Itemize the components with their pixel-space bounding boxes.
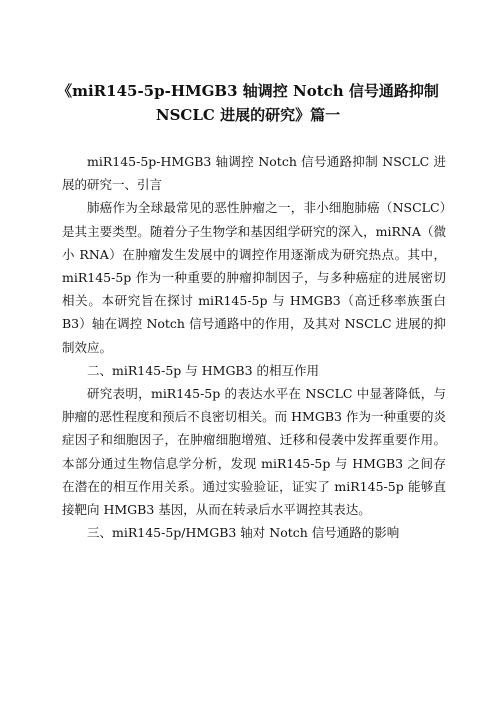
- document-title-line-1: 《miR145-5p-HMGB3 轴调控 Notch 信号通路抑制: [57, 82, 439, 100]
- paragraph-intro-text: 肺癌作为全球最常见的恶性肿瘤之一，非小细胞肺癌（NSCLC）是其主要类型。随着分子生物学和基因组学研究的深入，miRNA（微小 RNA）在肿瘤发生发展中的调控作用逐渐成为研究热点。其中，miR145-5p 作为一种重要的肿瘤抑制因子，与多种癌症的进展密切相关。本研究旨在探讨 miR145-5p 与 HMGB3（高迁移率族蛋白 B3）轴在调控 Notch 信号通路中的作用，及其对 NSCLC 进展的抑制效应。: [62, 200, 446, 355]
- document-title-line-2: NSCLC 进展的研究》篇一: [155, 106, 341, 124]
- paragraph-heading-intro: miR145-5p-HMGB3 轴调控 Notch 信号通路抑制 NSCLC 进展的研究一、引言: [62, 154, 446, 193]
- paragraph-section-2-text: 研究表明，miR145-5p 的表达水平在 NSCLC 中显著降低，与肿瘤的恶性程度和预后不良密切相关。而 HMGB3 作为一种重要的炎症因子和细胞因子，在肿瘤细胞增殖、迁移和侵袭中发挥重要作用。本部分通过生物信息学分析，发现 miR145-5p 与 HMGB3 之间存在潜在的相互作用关系。通过实验验证，证实了 miR145-5p 能够直接靶向 HMGB3 基因，从而在转录后水平调控其表达。: [62, 386, 446, 518]
- document-body: [62, 150, 446, 544]
- paragraph-section-3-heading: 三、miR145-5p/HMGB3 轴对 Notch 信号通路的影响: [87, 525, 400, 541]
- paragraph-section-2-heading: 二、miR145-5p 与 HMGB3 的相互作用: [87, 362, 320, 378]
